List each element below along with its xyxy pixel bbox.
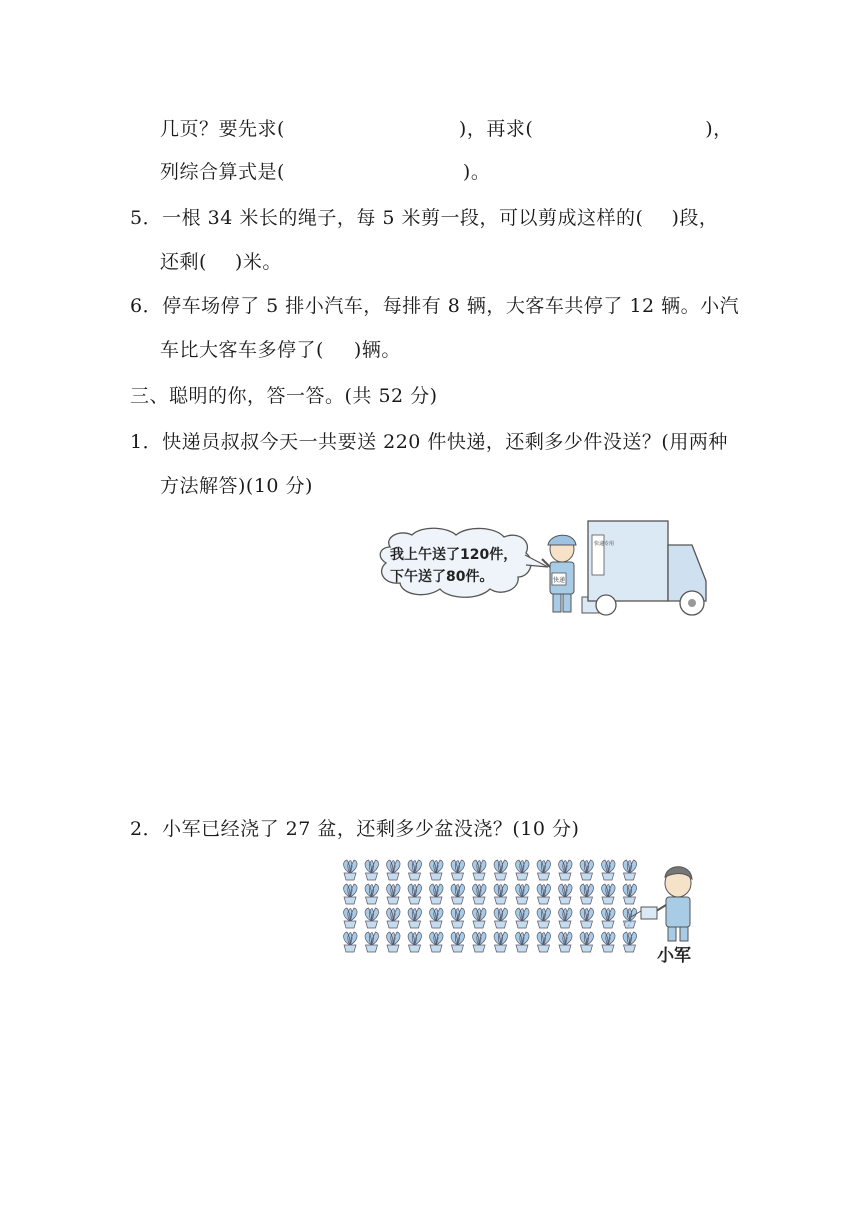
flower-pot-grid xyxy=(344,860,637,952)
q6-text-b: )辆。 xyxy=(353,339,401,361)
flower-pot xyxy=(537,884,550,904)
q5-line-1 xyxy=(130,204,718,232)
q6-line-2 xyxy=(160,336,401,364)
flower-pot xyxy=(580,884,593,904)
q5-text-b: )段， xyxy=(671,207,719,229)
flower-pot xyxy=(559,884,572,904)
speech-line-2: 下午送了80件。 xyxy=(390,569,494,585)
flower-pot xyxy=(537,860,550,880)
q4-text-d: 列综合算式是( xyxy=(160,161,285,183)
flower-pot xyxy=(365,884,378,904)
speech-line-1: 我上午送了120件， xyxy=(390,547,518,563)
q6-line-1: 6．停车场停了 5 排小汽车，每排有 8 辆，大客车共停了 12 辆。小汽 xyxy=(130,295,740,317)
flower-pot xyxy=(365,908,378,928)
flower-pot xyxy=(559,860,572,880)
flower-pot xyxy=(408,908,421,928)
flower-pot xyxy=(559,908,572,928)
flower-pot xyxy=(494,884,507,904)
flower-pot xyxy=(344,884,357,904)
delivery-tricycle xyxy=(588,521,706,615)
flower-pot xyxy=(580,932,593,952)
flower-pot xyxy=(387,860,400,880)
flower-pot xyxy=(344,932,357,952)
q4-text-b: )，再求( xyxy=(458,118,534,140)
flower-pot xyxy=(580,860,593,880)
flower-pot xyxy=(451,860,464,880)
flower-pot xyxy=(408,884,421,904)
q5-text-d: )米。 xyxy=(234,251,282,273)
flower-pot xyxy=(473,860,486,880)
courier-badge-text: 快递 xyxy=(553,577,566,584)
flower-pot xyxy=(516,860,529,880)
courier-person xyxy=(542,535,576,612)
flower-pot xyxy=(494,908,507,928)
flower-pot xyxy=(451,932,464,952)
q4-text-c: )， xyxy=(705,118,733,140)
flower-pot xyxy=(408,860,421,880)
q4-text-a: 几页？要先求( xyxy=(160,118,285,140)
q6-text-a: 车比大客车多停了( xyxy=(160,339,324,361)
flower-pot xyxy=(473,908,486,928)
flower-pot xyxy=(494,860,507,880)
problem-1-line-1: 1．快递员叔叔今天一共要送 220 件快递，还剩多少件没送？(用两种 xyxy=(130,431,728,453)
flower-pot xyxy=(430,932,443,952)
flower-pot xyxy=(365,860,378,880)
flower-pot xyxy=(344,908,357,928)
q5-text-a: 5．一根 34 米长的绳子，每 5 米剪一段，可以剪成这样的( xyxy=(130,207,644,229)
flower-pot xyxy=(602,860,615,880)
flower-pot xyxy=(623,860,636,880)
flower-pot xyxy=(430,860,443,880)
flower-pot xyxy=(430,908,443,928)
flower-pot xyxy=(602,908,615,928)
flower-pot xyxy=(602,932,615,952)
flower-pot xyxy=(516,932,529,952)
flower-pot xyxy=(451,908,464,928)
problem-1-line-2: 方法解答)(10 分) xyxy=(160,475,313,497)
flower-pot xyxy=(387,932,400,952)
flower-pot xyxy=(537,932,550,952)
flower-pot xyxy=(516,908,529,928)
flower-pot xyxy=(408,932,421,952)
q5-text-c: 还剩( xyxy=(160,251,207,273)
flower-pot xyxy=(451,884,464,904)
flower-pot xyxy=(559,932,572,952)
flower-pot xyxy=(365,932,378,952)
section-3-heading: 三、聪明的你，答一答。(共 52 分) xyxy=(130,385,438,407)
flower-pot xyxy=(473,932,486,952)
flower-pot xyxy=(537,908,550,928)
flower-pot xyxy=(580,908,593,928)
problem-2-line-1: 2．小军已经浇了 27 盆，还剩多少盆没浇？(10 分) xyxy=(130,818,580,840)
flower-pot xyxy=(602,884,615,904)
flower-pot xyxy=(344,860,357,880)
flower-pot xyxy=(623,908,636,928)
courier-illustration xyxy=(370,515,720,625)
flower-pot xyxy=(430,884,443,904)
flower-pots-illustration xyxy=(335,855,715,995)
xiaojun-label: 小军 xyxy=(657,946,691,966)
q4-line-1 xyxy=(160,115,733,143)
flower-pot xyxy=(387,884,400,904)
flower-pot xyxy=(516,884,529,904)
q4-text-e: )。 xyxy=(462,161,491,183)
q5-line-2 xyxy=(160,248,282,276)
flower-pot xyxy=(494,932,507,952)
flower-pot xyxy=(623,884,636,904)
q4-line-2 xyxy=(160,158,490,186)
flower-pot xyxy=(473,884,486,904)
flower-pot xyxy=(387,908,400,928)
flower-pot xyxy=(623,932,636,952)
truck-label: 快递专用 xyxy=(594,541,615,547)
